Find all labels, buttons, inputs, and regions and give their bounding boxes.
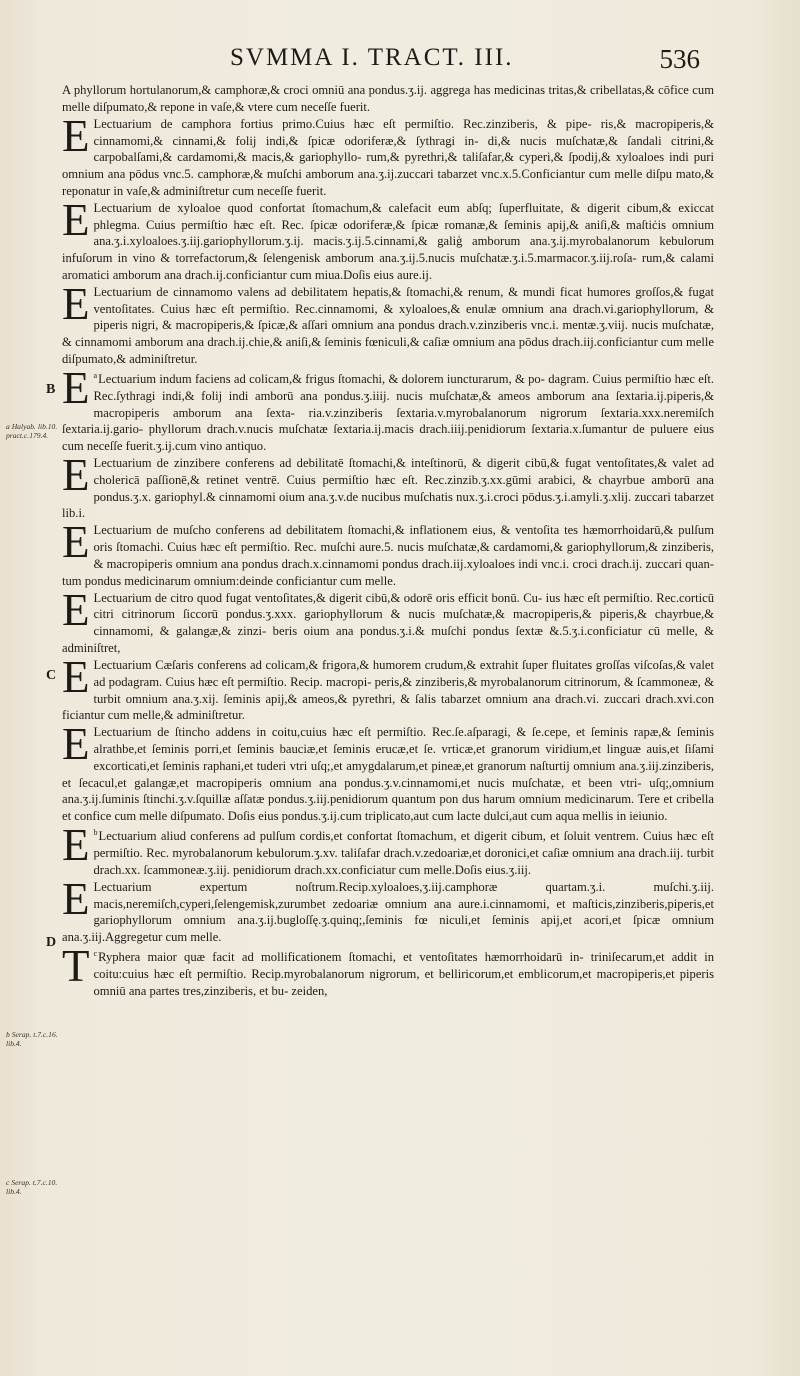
paragraph <box>62 194 714 284</box>
paragraph-text: Lectuarium de xyloaloe quod confortat ſtomachum,& calefacit eum abſq; ſuperfluitate, & digerit cibum,& exiccat phlegma. Cuius permiſtio hæc eſt. Rec. ſpicæ odoriferæ,& ſpicæ romanæ,& ſeminis apij,& aniſi,& maſtiċis omnium ana.ʒ.i.xyloaloes.ʒ.iij.gariophyllorum.ʒ.ij. macis.ʒ.ij.5.cinnami,& galiģ amborum ana.ʒ.ij.myrobalanorum kebulorum infuſorum in vino & torrefactorum,& ſelengenisk amborum ana.ʒ.ij.5.nucis muſchatæ.ʒ.i.5.marmacor.ʒ.iij.roſa- rum,& calami aromatici amborum ana drach.ij.conficiantur cum miua.Doſis eius aure.ij. <box>62 200 714 282</box>
paragraph <box>62 719 714 824</box>
footnote-marker: a <box>93 370 98 380</box>
main-text-column <box>62 82 714 1000</box>
drop-cap: E <box>62 652 90 703</box>
section-letter: C <box>46 668 57 683</box>
page-header <box>180 40 700 80</box>
paragraph <box>62 652 714 724</box>
drop-cap: E <box>62 362 90 413</box>
running-title: SVMMA I. TRACT. III. <box>230 44 514 71</box>
margin-note: c Serap. t.7.c.10. lib.4. <box>6 1178 58 1196</box>
footnote-marker: b <box>93 828 98 838</box>
page-number: 536 <box>659 44 700 74</box>
paragraph-text: Lectuarium de cinnamomo valens ad debilitatem hepatis,& ſtomachi,& renum, & mundi ficat humores groſſos,& fugat ventoſitates. Cuius hæc eſt permiſtio. Rec.cinnamomi, & xyloaloes,& enulæ omnium ana drach.vi.gariophyllorum, & piperis nigri, & macropiperis,& ſpicæ,& aſſari omnium ana pondus drach.v.zinziberis vnc.i. mentæ.ʒ.viij. nucis muſchatæ, & cinnamomi amborum ana drach.ij.chie,& aniſi,& ſeminis fœniculi,& caſiæ omnium ana pōdus drach.iij.conficiantur cum melle diſpumato,& adminiſtretur. <box>62 284 714 366</box>
paragraph <box>62 82 714 115</box>
drop-cap: E <box>62 110 90 161</box>
paragraph <box>62 584 714 657</box>
drop-cap: T <box>62 941 90 992</box>
paragraph <box>62 820 714 878</box>
paragraph-text: Lectuarium de zinzibere conferens ad debilitatē ſtomachi,& inteſtinorū, & digerit cibū,& fugat ventoſitates,& valet ad cholericā paſſionē,& retinet ventrē. Cuius permiſtio hæc eſt. Rec.zinzib.ʒ.xx.gūmi arabici, & chayrbue amborū ana pondus.ʒ.x. gariophyl.& cinnamomi oium ana.ʒ.v.de nucibus muſchatis nux.ʒ.i.croci pōdus.ʒ.i.amyli.ʒ.xlij. zuccari tabarzet lib.i. <box>62 456 714 521</box>
paragraph <box>62 450 714 522</box>
paragraph <box>62 873 714 946</box>
paragraph-text: Lectuarium aliud conferens ad pulſum cordis,et confortat ſtomachum, et digerit cibum, et ſoluit ventrem. Cuius hæc eſt permiſtio. Rec. myrobalanorum kebulorum.ʒ.xv. taliſafar drach.v.zedoariæ,et doronici,et caſiæ omnium ana drach.iij. turbit drach.xx. ſcammoneæ.ʒ.iij. penidiorum drach.xx.conficiatur cum melle.Doſis eius.ʒ.iij. <box>93 829 714 877</box>
paragraph <box>62 278 714 368</box>
section-letter: D <box>46 935 57 950</box>
drop-cap: E <box>62 820 90 871</box>
drop-cap: E <box>62 278 90 329</box>
paragraph-text: Lectuarium expertum noſtrum.Recip.xyloaloes,ʒ.iij.camphoræ quartam.ʒ.i. muſchi.ʒ.iij. macis,neremiſch,cyperi,ſelengemisk,zurumbet zedoariæ omnium ana aure.i.cinnamomi, et maſticis,zinziberis,piperis,et gariophyllorum omnium ana.ʒ.ij.bugloſſę.ʒ.quinq;,ſeminis fœ niculi,et ſeminis apij,et acori,et ſpicæ omnium ana.ʒ.iij.Aggregetur cum melle. <box>62 879 714 945</box>
paragraph <box>62 110 714 200</box>
paragraph-text: Lectuarium indum faciens ad colicam,& frigus ſtomachi, & dolorem iuncturarum, & po- dagram. Cuius permiſtio hæc eſt. Rec.ſythragi indi,& folij indi amborū ana pondus.ʒ.iiij. nucis muſchatæ,& ameos amborum ana ſextaria.ij.piperis,& macropiperis amborum ana ſexta- ria.v.zinziberis ſextaria.v.myrobalanorum nigrorum ſextaria.xxx.neremiſch ſextaria.ij.gario- phyllorum drach.v.nucis muſchatæ ſextaria.ij.macis drach.iiij.penidiorum ſextaria.x.ſumantur de puluere eius cum neceſſe fuerit.ʒ.ij.cum vino antiquo. <box>62 372 714 453</box>
drop-cap: E <box>62 450 90 501</box>
section-letter: B <box>46 382 56 397</box>
drop-cap: E <box>62 517 90 568</box>
paragraph-text: Lectuarium de camphora fortius primo.Cuius hæc eſt permiſtio. Rec.zinziberis, & pipe- ris,& macropiperis,& cinnamomi,& cinnami,& folij indi,& ſpicæ odoriferæ,& ſythragi in- di,& nucis muſchatæ,& ſandali citrini,& carpobalſami,& cardamomi,& macis,& gariophyllo- rum,& pyrethri,& taliſafar,& cyperi,& ſpodij,& xyloaloes indi puri omnium ana pōdus vnc.5. camphoræ,& muſchi amborum ana.ʒ.ij.zuccari tabarzet vnc.x.5.Conficiantur cum melle diſpu mato,& reponatur in vaſe,& adminiſtretur cum neceſſe fuerit. <box>62 116 714 198</box>
drop-cap: E <box>62 584 90 635</box>
paragraph-text: Lectuarium de ſtincho addens in coitu,cuius hæc eſt permiſtio. Rec.ſe.aſparagi, & ſe.cepe, et ſeminis rapæ,& ſeminis alrathbe,et ſeminis porri,et ſeminis bauciæ,et ſeminis erucæ,et ſe. vrticæ,et granorum viridium,et linguæ auis,et ſiſami excorticati,et ſeminis raphani,et tuderi vtri uſq;,et amygdalarum,et pineæ,et granorum naſturtij omnium ana.ʒ.iij.zinziberis, et ſecacul,et galangæ,et macropiperis omnium ana pondus.ʒ.v.cinnamomi,et nucis muſchatæ, et been vtri- uſq;,omnium ana.ʒ.ij.ſuminis ſtinchi.ʒ.v.ſquillæ aſſatæ pondus.ʒ.iij.penidiorum quantum pon dus harum omnium medicinarum. Tere et cribella et confice cum melle diſpumato. Doſis eius pondus.ʒ.ij.cum triplicato,aut cum lacte dulci,aut cum aqua mellis in ieiunio. <box>62 725 714 823</box>
paragraph-text: Lectuarium de citro quod fugat ventoſitates,& digerit cibū,& odorē oris efficit bonū. Cu- ius hæc eſt permiſtio. Rec.corticū citri citrinorum ſiccorū pondus.ʒ.xxx. gariophyllorum & nucis muſchatæ,& macropiperis,& piperis,& chayrbue,& cinnamomi, & galangæ,& zinzi- beris oium ana pondus.ʒ.i.& muſchi pondus ſextæ &.5.ʒ.i.conficiatur cū melle, & adminiſtret, <box>62 590 714 655</box>
paragraph <box>62 941 714 999</box>
drop-cap: E <box>62 719 90 770</box>
paragraph-text: Lectuarium Cæſaris conferens ad colicam,& frigora,& humorem crudum,& extrahit ſuper fluitates groſſas viſcoſas,& valet ad podagram. Cuius hæc eſt permiſtio. Recip. macropi- peris,& zinziberis,& myrobalanorum citrinorum, & ſcammoneæ, & turbit omnium ana.ʒ.xij. ſeminis apij,& ameos,& pyrethri, & ſalis tabarzet omnium ana drach.vi. zuccari drach.xvi.con ficiantur cum melle,& adminiſtretur. <box>62 658 714 723</box>
paragraph-text: Ryphera maior quæ facit ad mollificationem ſtomachi, et ventoſitates hæmorrhoidarū in- triniſecarum,et addit in coitu:cuius hæc eſt permiſtio. Recip.myrobalanorum nigrorum, et belliricorum,et emblicorum,et macropiperis,et piperis omniū ana partes tres,zinziberis, et bu- zeiden, <box>93 950 714 998</box>
drop-cap: E <box>62 194 90 245</box>
margin-note: a Halyab. lib.10. pract.c.179.4. <box>6 422 58 440</box>
paragraph-text: A phyllorum hortulanorum,& camphoræ,& croci omniū ana pondus.ʒ.ij. aggrega has medicinas tritas,& cribellatas,& cōfice cum melle diſpumato,& repone in vaſe,& vtere cum neceſſe fuerit. <box>62 83 714 114</box>
paragraph <box>62 362 714 455</box>
paragraph <box>62 517 714 589</box>
margin-note: b Serap. t.7.c.16. lib.4. <box>6 1030 58 1048</box>
footnote-marker: c <box>93 949 98 959</box>
paragraph-text: Lectuarium de muſcho conferens ad debilitatem ſtomachi,& inflationem eius, & ventoſita tes hæmorrhoidarū,& pulſum oris ſtomachi. Cuius hæc eſt permiſtio. Rec. muſchi aure.5. nucis muſchatæ,& cardamomi,& gariophyllorum,& zinziberis, & macropiperis omnium ana pondus drach.x.cinnamomi pondus drach.iij.xyloaloes indi vnc.i. croci drach.ij. zuccari quan- tum pondus medicinarum omnium:deinde conficiantur cum melle. <box>62 523 714 588</box>
drop-cap: E <box>62 873 90 924</box>
